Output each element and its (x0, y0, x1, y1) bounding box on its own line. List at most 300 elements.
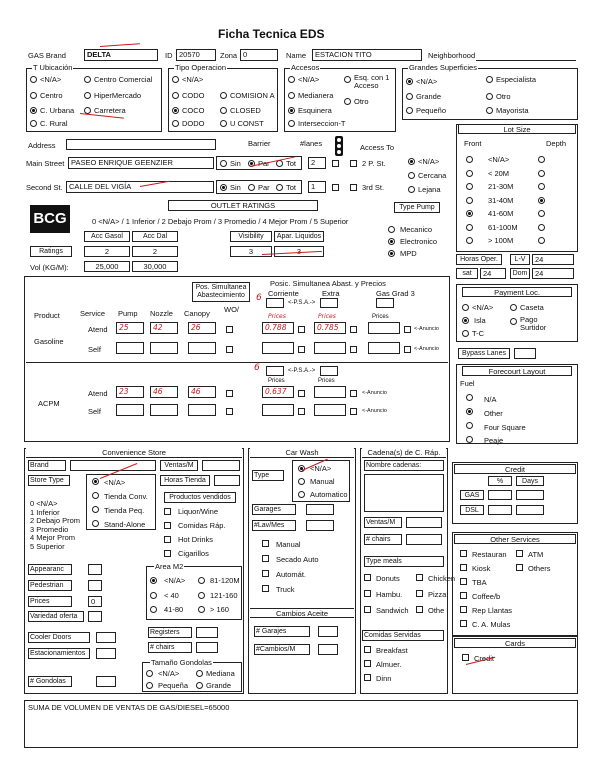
store-na-radio[interactable] (92, 478, 99, 485)
cadena-ventas-label: Ventas/M (364, 517, 402, 528)
ubicacion-hiper-radio[interactable] (84, 92, 91, 99)
gas-atend-nozzle-field[interactable]: 42 (150, 322, 178, 334)
acpm-atend-wo-check[interactable] (226, 390, 233, 397)
payment-caseta-radio[interactable] (510, 304, 517, 311)
acpm-self-canopy-field[interactable] (188, 404, 216, 416)
gas-atend-label: Atend (88, 325, 108, 334)
store-type-label: Store Type (28, 475, 70, 486)
credit-gas-label: GAS (460, 490, 484, 500)
second-tot-radio[interactable] (276, 184, 283, 191)
gas-atend-pump-field[interactable]: 25 (116, 322, 144, 334)
ubicacion-legend: T Ubicación (33, 63, 73, 72)
accesos-na-label: <N/A> (298, 75, 320, 84)
credit-dsl-days[interactable] (516, 505, 544, 515)
product-label-2: Hot Drinks (178, 535, 214, 544)
address-label: Address (28, 141, 56, 150)
payment-tc-radio[interactable] (462, 330, 469, 337)
service-label-3: Others (528, 564, 551, 573)
tamano-pequena-radio[interactable] (146, 682, 153, 689)
gondolas-label: # Gondolas (28, 676, 72, 687)
store-standalone-radio[interactable] (92, 520, 99, 527)
second-sin-radio[interactable] (220, 184, 227, 191)
access-cercana-radio[interactable] (408, 172, 415, 179)
grandes-grande-radio[interactable] (406, 93, 413, 100)
cadena-title: Cadena(s) de C. Ráp. (362, 448, 446, 458)
service-check-7[interactable] (460, 620, 467, 627)
service-label-6: Rep Llantas (472, 606, 513, 615)
cambios-m-field[interactable] (318, 644, 338, 655)
carwash-check-3[interactable] (262, 585, 269, 592)
acpm-atend-pump-field[interactable]: 23 (116, 386, 144, 398)
tipo-na-label: <N/A> (182, 75, 204, 84)
service-check-5[interactable] (460, 592, 467, 599)
product-label-3: Cigarillos (178, 549, 209, 558)
grandes-mayorista-radio[interactable] (486, 107, 493, 114)
gas-anuncio-check-2[interactable] (350, 326, 357, 333)
acpm-atend-canopy-field[interactable]: 46 (188, 386, 216, 398)
outlet-ratings-title: OUTLET RATINGS (168, 200, 318, 211)
zona-field[interactable]: 0 (240, 49, 278, 61)
col-pump: Pump (118, 309, 138, 318)
accesos-esquinera-radio[interactable] (288, 107, 295, 114)
vol-dal-field[interactable]: 30,000 (132, 261, 178, 272)
id-field[interactable]: 20570 (176, 49, 216, 61)
other-services-section (452, 532, 578, 636)
accesos-intersec-label: Interseccion-T (298, 119, 346, 128)
service-check-4[interactable] (460, 578, 467, 585)
credit-gas-days[interactable] (516, 490, 544, 500)
cards-credit-label: Credit (474, 654, 495, 663)
area-na-radio[interactable] (150, 577, 157, 584)
meal-label-4: Sandwich (376, 606, 409, 615)
acpm-prices-label-1: Prices (268, 378, 285, 384)
ubicacion-rural-radio[interactable] (30, 120, 37, 127)
service-check-6[interactable] (460, 606, 467, 613)
store-ventas-label: Ventas/M (160, 460, 198, 471)
ratings-label: Ratings (30, 246, 72, 257)
payment-surtidor-radio[interactable] (510, 318, 517, 325)
area-160-radio[interactable] (198, 606, 205, 613)
gas-self-price-2[interactable] (314, 342, 346, 354)
forecourt-peaje-radio[interactable] (466, 436, 473, 443)
credit-gas-pct[interactable] (488, 490, 512, 500)
cambios-m-label: #Cambios/M (254, 644, 310, 655)
pos-acpm-value: 6 (254, 363, 260, 373)
gas-brand-field[interactable]: DELTA (84, 49, 158, 61)
accesos-intersec-radio[interactable] (288, 120, 295, 127)
area-81-radio[interactable] (198, 577, 205, 584)
store-brand-field[interactable] (70, 460, 156, 471)
lot-size-option-3: 31-40M (488, 195, 514, 205)
tipo-dodo-radio[interactable] (172, 120, 179, 127)
service-check-1[interactable] (516, 550, 523, 557)
gas-self-anuncio-1[interactable] (298, 346, 305, 353)
tipo-coco-label: COCO (182, 106, 205, 115)
gas-price-extra-field[interactable]: 0.785 (314, 322, 346, 334)
meal-check-3[interactable] (416, 590, 423, 597)
grandes-otro-radio[interactable] (486, 93, 493, 100)
variedad-field[interactable] (88, 611, 102, 622)
dom-label: Dom (510, 268, 530, 279)
col-wo: WO/ (224, 305, 239, 314)
carwash-check-label-1: Secado Auto (276, 555, 319, 564)
main-lanes-field[interactable]: 2 (308, 157, 326, 169)
neighborhood-label: Neighborhood (428, 51, 476, 60)
registers-field[interactable] (196, 627, 218, 638)
garajes-label: # Garajes (254, 626, 310, 637)
variedad-label: Variedad oferta (28, 611, 84, 622)
service-check-2[interactable] (460, 564, 467, 571)
forecourt-other-radio[interactable] (466, 408, 473, 415)
second-st-field[interactable]: CALLE DEL VIGÍA (66, 181, 214, 193)
forecourt-na-radio[interactable] (466, 394, 473, 401)
store-scale-2: 2 Debajo Prom (30, 516, 81, 525)
address-field[interactable] (66, 139, 216, 150)
tipo-operacion-legend: Tipo Operacion (175, 63, 226, 72)
nombre-cadenas-field[interactable] (364, 474, 444, 512)
name-field[interactable]: ESTACION TITO (312, 49, 422, 61)
posic-title: Posic. Simultanea Abast. y Precios (270, 279, 386, 288)
gas-atend-wo-check[interactable] (226, 326, 233, 333)
lot-depth-radio-6[interactable] (538, 237, 545, 244)
lot-size-option-0: <N/A> (488, 155, 510, 164)
lot-depth-radio-1[interactable] (538, 170, 545, 177)
gas-self-pump-field[interactable] (116, 342, 144, 354)
pump-mpd-radio[interactable] (388, 250, 395, 257)
store-chairs-field[interactable] (196, 642, 218, 653)
ubicacion-cc-radio[interactable] (84, 76, 91, 83)
forecourt-four-radio[interactable] (466, 422, 473, 429)
main-sin-radio[interactable] (220, 160, 227, 167)
lot-depth-radio-3[interactable] (538, 197, 545, 204)
acpm-anuncio-check-2[interactable] (350, 390, 357, 397)
acpm-self-wo-check[interactable] (226, 408, 233, 415)
carwash-check-1[interactable] (262, 555, 269, 562)
cadena-chairs-field[interactable] (406, 534, 442, 545)
store-conv-label: Tienda Conv. (104, 492, 148, 501)
lot-front-radio-2[interactable] (466, 183, 473, 190)
second-par-label: Par (258, 183, 270, 192)
tipo-comision-radio[interactable] (220, 92, 227, 99)
accesos-legend: Accesos (291, 63, 320, 72)
pos-gas-extra-field[interactable] (320, 298, 338, 308)
comidas-check-0[interactable] (364, 646, 371, 653)
vol-label: Vol (KG/M): (30, 263, 69, 272)
forecourt-peaje-label: Peaje (484, 436, 504, 445)
nombre-cadenas-label: Nombre cadenas: (364, 460, 444, 471)
payment-na-radio[interactable] (462, 304, 469, 311)
extra-label: Extra (322, 289, 340, 298)
pos-gas-value: 6 (256, 293, 262, 303)
tipo-closed-radio[interactable] (220, 107, 227, 114)
ubicacion-centro-radio[interactable] (30, 92, 37, 99)
gas-anuncio-label: <-Anuncio (414, 326, 439, 332)
prices-label-1: Prices (268, 313, 286, 320)
carwash-garages-label: Garages (252, 504, 296, 515)
appearance-label: Appearanc (28, 564, 72, 575)
second-par-radio[interactable] (248, 184, 255, 191)
gas-price-corriente-field[interactable]: 0.788 (262, 322, 294, 334)
acpm-price-field-2[interactable] (314, 386, 346, 398)
acpm-self-anuncio-label: <-Anuncio (362, 408, 387, 414)
rating-visibility-field[interactable]: 3 (230, 246, 272, 257)
pump-mecanico-label: Mecanico (400, 225, 433, 234)
cards-credit-check[interactable] (462, 654, 469, 661)
dom-hours-field[interactable]: 24 (532, 268, 574, 279)
lot-front-radio-0[interactable] (466, 156, 473, 163)
store-na-label: <N/A> (104, 478, 126, 487)
ubicacion-na-radio[interactable] (30, 76, 37, 83)
comidas-check-1[interactable] (364, 660, 371, 667)
third-st-check[interactable] (350, 184, 357, 191)
cooler-field[interactable] (96, 632, 116, 643)
comidas-label-0: Breakfast (376, 646, 408, 655)
gas-price-grad3-field[interactable] (368, 322, 400, 334)
gas-self-anuncio-3[interactable] (404, 346, 411, 353)
access-na-radio[interactable] (408, 158, 415, 165)
store-prices-field[interactable]: 0 (88, 596, 102, 607)
meal-check-4[interactable] (364, 606, 371, 613)
tipo-codo-label: CODO (182, 91, 205, 100)
rating-dal-field[interactable]: 2 (132, 246, 178, 257)
tamano-grande-radio[interactable] (196, 682, 203, 689)
acpm-self-pump-field[interactable] (116, 404, 144, 416)
lot-front-radio-4[interactable] (466, 210, 473, 217)
lot-front-radio-6[interactable] (466, 237, 473, 244)
lv-hours-field[interactable]: 24 (532, 254, 574, 265)
main-sin-label: Sin (230, 159, 241, 168)
pedestrian-field[interactable] (88, 580, 102, 591)
area-121-radio[interactable] (198, 592, 205, 599)
accesos-otro-radio[interactable] (344, 98, 351, 105)
main-street-field[interactable]: PASEO ENRIQUE GEENZIER (68, 157, 214, 169)
area-41-radio[interactable] (150, 606, 157, 613)
traffic-light-icon (332, 136, 346, 156)
grandes-pequeno-radio[interactable] (406, 107, 413, 114)
meal-check-0[interactable] (364, 574, 371, 581)
grandes-legend: Grandes Superficies (409, 63, 477, 72)
tamano-mediana-radio[interactable] (196, 670, 203, 677)
carwash-type-label: Type (252, 470, 284, 481)
gas-self-canopy-field[interactable] (188, 342, 216, 354)
lot-depth-radio-0[interactable] (538, 156, 545, 163)
comidas-check-2[interactable] (364, 674, 371, 681)
gondolas-field[interactable] (96, 676, 116, 687)
carwash-check-label-3: Truck (276, 585, 295, 594)
sat-hours-field[interactable]: 24 (480, 268, 506, 279)
gas-self-price-1[interactable] (262, 342, 294, 354)
acpm-self-nozzle-field[interactable] (150, 404, 178, 416)
lot-front-radio-5[interactable] (466, 224, 473, 231)
tamano-na-radio[interactable] (146, 670, 153, 677)
product-label-1: Comidas Ráp. (178, 521, 226, 530)
productos-label: Productos vendidos (164, 492, 236, 503)
pump-mecanico-radio[interactable] (388, 226, 395, 233)
col-product: Product (34, 311, 60, 320)
gas-self-nozzle-field[interactable] (150, 342, 178, 354)
lv-label: L-V (510, 254, 530, 265)
horas-tienda-field[interactable] (214, 475, 240, 486)
ubicacion-urbana-radio[interactable] (30, 107, 37, 114)
pos-gas-grad3-field[interactable] (376, 298, 394, 308)
lot-front-radio-3[interactable] (466, 197, 473, 204)
second-sin-label: Sin (230, 183, 241, 192)
product-check-3[interactable] (164, 550, 171, 557)
product-check-2[interactable] (164, 536, 171, 543)
payment-title: Payment Loc. (462, 287, 572, 297)
payment-isla-radio[interactable] (462, 317, 469, 324)
carwash-check-label-0: Manual (276, 540, 301, 549)
gas-self-anuncio-2[interactable] (350, 346, 357, 353)
gas-self-price-3[interactable] (368, 342, 400, 354)
acpm-atend-label: Atend (88, 389, 108, 398)
meal-check-2[interactable] (364, 590, 371, 597)
payment-surtidor-label: Pago Surtidor (520, 315, 547, 333)
estacionamientos-field[interactable] (96, 648, 116, 659)
area-legend: Area M2 (155, 562, 184, 571)
bypass-lanes-field[interactable] (514, 348, 536, 359)
visibility-label: Visibility (230, 231, 272, 242)
lot-front-label: Front (464, 139, 482, 148)
accesos-na-radio[interactable] (288, 76, 295, 83)
pos-acpm-field[interactable] (266, 366, 284, 376)
horas-tienda-label: Horas Tienda (160, 475, 210, 486)
ubicacion-urbana-label: C. Urbana (40, 106, 75, 115)
store-ventas-field[interactable] (202, 460, 240, 471)
accesos-otro-label: Otro (354, 97, 369, 106)
store-scale-3: 3 Promedio (30, 524, 69, 534)
acpm-price-field[interactable]: 0.637 (262, 386, 294, 398)
area-41-label: 41-80 (164, 605, 184, 614)
lav-mes-field[interactable] (306, 520, 334, 531)
acpm-self-anuncio-2[interactable] (350, 408, 357, 415)
gas-atend-canopy-field[interactable]: 26 (188, 322, 216, 334)
lot-depth-radio-4[interactable] (538, 210, 545, 217)
access-to-label: Access To (360, 143, 395, 152)
main-lanes-check[interactable] (332, 160, 339, 167)
store-scale-5: 5 Superior (30, 541, 65, 551)
store-conv-radio[interactable] (92, 492, 99, 499)
gas-anuncio-check-3[interactable] (404, 326, 411, 333)
meal-check-5[interactable] (416, 606, 423, 613)
service-label-2: Kiosk (472, 564, 491, 573)
carwash-check-2[interactable] (262, 570, 269, 577)
grandes-mayorista-label: Mayorista (496, 106, 529, 115)
pos-gas-corriente-field[interactable] (266, 298, 284, 308)
acpm-anuncio-check-1[interactable] (298, 390, 305, 397)
area-160-label: > 160 (210, 605, 229, 614)
id-label: ID (165, 51, 173, 60)
page-title: Ficha Tecnica EDS (218, 27, 325, 41)
tipo-codo-radio[interactable] (172, 92, 179, 99)
acpm-self-price-1[interactable] (262, 404, 294, 416)
forecourt-title: Forecourt Layout (462, 366, 572, 376)
carwash-check-0[interactable] (262, 540, 269, 547)
forecourt-fuel-label: Fuel (460, 379, 475, 388)
second-lanes-check[interactable] (332, 184, 339, 191)
tipo-comision-label: COMISION A (230, 91, 275, 100)
lot-size-option-6: > 100M (488, 236, 514, 245)
two-pst-check[interactable] (350, 160, 357, 167)
carwash-na-label: <N/A> (310, 464, 332, 473)
lot-size-title: Lot Size (458, 124, 576, 134)
product-check-0[interactable] (164, 508, 171, 515)
meal-label-5: Othe (428, 606, 445, 615)
accesos-esquinera-label: Esquinera (298, 106, 332, 115)
tipo-na-radio[interactable] (172, 76, 179, 83)
cadena-ventas-field[interactable] (406, 517, 442, 528)
lot-depth-radio-5[interactable] (538, 224, 545, 231)
product-check-1[interactable] (164, 522, 171, 529)
service-check-3[interactable] (516, 564, 523, 571)
accesos-esq1-label: Esq. con 1 Acceso (354, 73, 390, 91)
tipo-closed-label: CLOSED (230, 106, 261, 115)
pump-electronico-radio[interactable] (388, 238, 395, 245)
lot-front-radio-1[interactable] (466, 170, 473, 177)
tipo-uconst-radio[interactable] (220, 120, 227, 127)
lot-depth-radio-2[interactable] (538, 183, 545, 190)
store-peq-radio[interactable] (92, 506, 99, 513)
pos-acpm-field-2[interactable] (320, 366, 338, 376)
accesos-esq1-radio[interactable] (344, 76, 351, 83)
acpm-self-anuncio-1[interactable] (298, 408, 305, 415)
acpm-atend-nozzle-field[interactable]: 46 (150, 386, 178, 398)
grandes-na-radio[interactable] (406, 78, 413, 85)
carwash-manual-radio[interactable] (298, 478, 305, 485)
convenience-title: Convenience Store (26, 448, 242, 458)
store-prices-label: Prices (28, 596, 72, 607)
second-lanes-field[interactable]: 1 (308, 181, 326, 193)
service-check-0[interactable] (460, 550, 467, 557)
meal-check-1[interactable] (416, 574, 423, 581)
rating-apar-field[interactable]: 3 (274, 246, 324, 257)
appearance-field[interactable] (88, 564, 102, 575)
tipo-coco-radio[interactable] (172, 107, 179, 114)
carwash-garages-field[interactable] (306, 504, 334, 515)
corriente-label: Corriente (268, 289, 299, 298)
type-meals-label: Type meals (364, 556, 444, 567)
rating-gasol-field[interactable]: 2 (84, 246, 130, 257)
access-lejana-radio[interactable] (408, 186, 415, 193)
col-nozzle: Nozzle (150, 309, 173, 318)
lav-mes-label: #Lav/Mes (252, 520, 296, 531)
comidas-label: Comidas Servidas (362, 630, 444, 641)
pump-electronico-label: Electronico (400, 237, 438, 246)
bcg-logo: BCG (30, 205, 70, 233)
area-40-radio[interactable] (150, 592, 157, 599)
grandes-especialista-radio[interactable] (486, 76, 493, 83)
area-40-label: < 40 (164, 591, 179, 600)
gas-self-wo-check[interactable] (226, 346, 233, 353)
ubicacion-na-label: <N/A> (40, 75, 62, 84)
acpm-self-price-2[interactable] (314, 404, 346, 416)
vol-gasol-field[interactable]: 25,000 (84, 261, 130, 272)
carwash-check-label-2: Automát. (276, 570, 307, 579)
acpm-self-label: Self (88, 407, 101, 416)
garajes-field[interactable] (318, 626, 338, 637)
acpm-psa-label: <-P.S.A.-> (288, 368, 316, 374)
col-canopy: Canopy (184, 309, 210, 318)
main-street-label: Main Street (26, 159, 65, 168)
gas-anuncio-check-1[interactable] (298, 326, 305, 333)
tamano-legend: Tamaño Gondolas (151, 658, 212, 667)
neighborhood-field[interactable] (476, 49, 576, 61)
carwash-auto-radio[interactable] (298, 491, 305, 498)
credit-dsl-pct[interactable] (488, 505, 512, 515)
area-na-label: <N/A> (164, 576, 186, 585)
accesos-medianera-radio[interactable] (288, 92, 295, 99)
lot-depth-label: Depth (546, 139, 567, 148)
